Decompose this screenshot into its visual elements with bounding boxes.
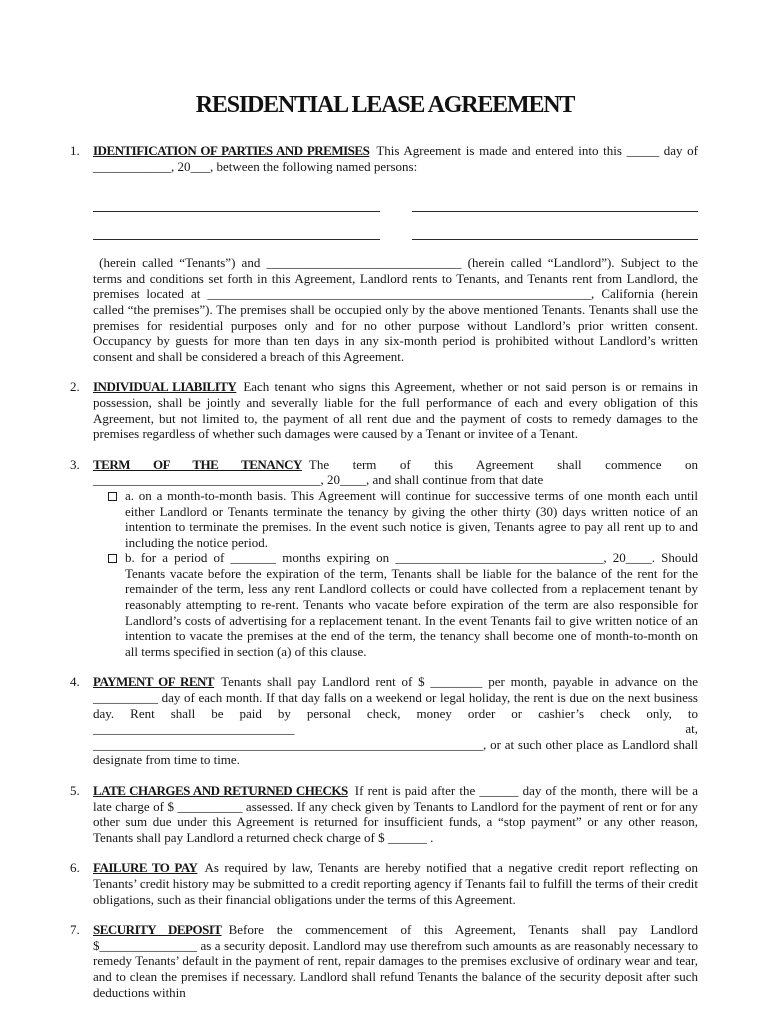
section-content (93, 783, 698, 845)
section-number: 6. (70, 860, 80, 876)
tenant-name-line-1[interactable] (93, 184, 380, 212)
section-body-text: Each tenant who signs this Agreement, whether or not said person is or remains in possession, shall be jointly and severally liable for the full performance of each and every obligation of this Agreement, but not limited to, the payment of all rent due and the payment of costs to remedy damages to the premises regardless of whether such damages were caused by a Tenant or invitee of a Tenant. (93, 379, 698, 442)
section-intro-paragraph (93, 143, 698, 174)
tenant-name-line-4[interactable] (412, 212, 699, 240)
section-content (93, 143, 698, 364)
section-content (93, 457, 698, 660)
section-heading: LATE CHARGES AND RETURNED CHECKS (93, 783, 348, 798)
term-option-text: a. on a month-to-month basis. This Agreement will continue for successive terms of one month each until either Landlord or Tenants terminate the tenancy by giving the other thirty (30) days written notice of an intention to terminate the premises. In the event such notice is given, Tenants agree to pay all rent up to and including the notice period. (125, 487, 698, 550)
term-option-month-to-month (93, 488, 698, 550)
section-number: 1. (70, 143, 80, 158)
section-number: 5. (70, 783, 80, 798)
section-body-text: Before the commencement of this Agreement, Tenants shall pay Landlord $_______________ as a security deposit. Landlord may use therefrom such amounts as are reasonably necessary to remedy Tenants’ default in the payment of rent, repair damages to the premises exclusive of ordinary wear and tear, and to clean the premises if necessary. Landlord shall refund Tenants the balance of the security deposit after such deductions within (93, 922, 698, 1000)
section-failure-to-pay (70, 860, 698, 907)
section-intro-paragraph (93, 457, 698, 488)
section-term-of-tenancy (70, 457, 698, 660)
section-number: 4. (70, 674, 80, 690)
term-option-text: b. for a period of _______ months expiring on ________________________________, 20____. Should Tenants vacate before the expiration of the term, Tenants shall be liable for the balance of the rent for the remainder of the term, less any rent Landlord collects or could have collected from a replacement tenant by reasonably attempting to re-rent. Tenants who vacate before expiration of the term are also responsible for Landlord’s costs of advertising for a replacement tenant. In the event Tenants fail to give written notice of an intention to vacate the premises at the end of the term, the tenancy shall become one of month-to-month on all terms specified in section (a) of this clause. (125, 550, 698, 659)
section-body-text: As required by law, Tenants are hereby notified that a negative credit report reflecting on Tenants’ credit history may be submitted to a credit reporting agency if Tenants fail to fulfill the terms of their credit obligations, such as their financial obligations under the terms of this Agreement. (93, 860, 698, 907)
section-security-deposit (70, 922, 698, 1000)
section-content (93, 674, 698, 768)
fixed-period-checkbox-icon[interactable] (108, 554, 117, 563)
section-number: 2. (70, 379, 80, 395)
party-name-row (93, 212, 698, 240)
sections-container (70, 143, 698, 1000)
section-number: 3. (70, 456, 80, 472)
month-to-month-checkbox-icon[interactable] (108, 492, 117, 501)
section-payment-of-rent (70, 674, 698, 768)
section-content (93, 379, 698, 441)
section-late-charges (70, 783, 698, 845)
section-heading: SECURITY DEPOSIT (93, 922, 222, 938)
section-content (93, 922, 698, 1000)
document-title: RESIDENTIAL LEASE AGREEMENT (195, 92, 575, 118)
section-number: 7. (70, 922, 80, 938)
section-heading: PAYMENT OF RENT (93, 674, 215, 690)
section-individual-liability (70, 379, 698, 441)
section-heading: TERM OF THE TENANCY (93, 456, 302, 472)
section-intro-text: This Agreement is made and entered into this _____ day of ____________, 20___, between the following named persons: (93, 143, 698, 174)
section-body-text: Tenants shall pay Landlord rent of $ ________ per month, payable in advance on the __________ day of each month. If that day falls on a weekend or legal holiday, the rent is due on the next business day. Rent shall be paid by personal check, money order or cashier’s check only, to _______________________________ at, ____________________________________________________________, or at such other place as Landlord shall designate from time to time. (93, 674, 699, 768)
term-option-fixed-period (93, 550, 698, 659)
tenant-name-line-3[interactable] (93, 212, 380, 240)
premises-paragraph: (herein called “Tenants”) and ______________________________ (herein called “Landlord”). Subject to the terms and conditions set forth in this Agreement, Landlord rents to Tenants, and Tenants rent from Landlord, the premises located at ___________________________________________________________, California (herein called “the premises”). The premises shall be occupied only by the above mentioned Tenants. Tenants shall use the premises for residential purposes only and for no other purpose without Landlord’s prior written consent. Occupancy by guests for more than ten days in any six-month period is prohibited without Landlord’s written consent and shall be considered a breach of this Agreement. (93, 255, 698, 364)
section-heading: FAILURE TO PAY (93, 860, 198, 876)
party-name-row (93, 184, 698, 212)
section-identification-of-parties (70, 143, 698, 364)
section-body-text: If rent is paid after the ______ day of the month, there will be a late charge of $ __________ assessed. If any check given by Tenants to Landlord for the payment of rent or for any other sum due under this Agreement is returned for insufficient funds, a “stop payment” or any other reason, Tenants shall pay Landlord a returned check charge of $ ______ . (93, 783, 698, 845)
section-heading: INDIVIDUAL LIABILITY (93, 379, 237, 395)
section-content (93, 860, 698, 907)
section-body-text: The term of this Agreement shall commence on ___________________________________, 20____, and shall continue from that date (93, 456, 698, 488)
tenant-name-line-2[interactable] (412, 184, 699, 212)
party-name-lines (93, 184, 698, 240)
section-heading: IDENTIFICATION OF PARTIES AND PREMISES (93, 143, 370, 158)
